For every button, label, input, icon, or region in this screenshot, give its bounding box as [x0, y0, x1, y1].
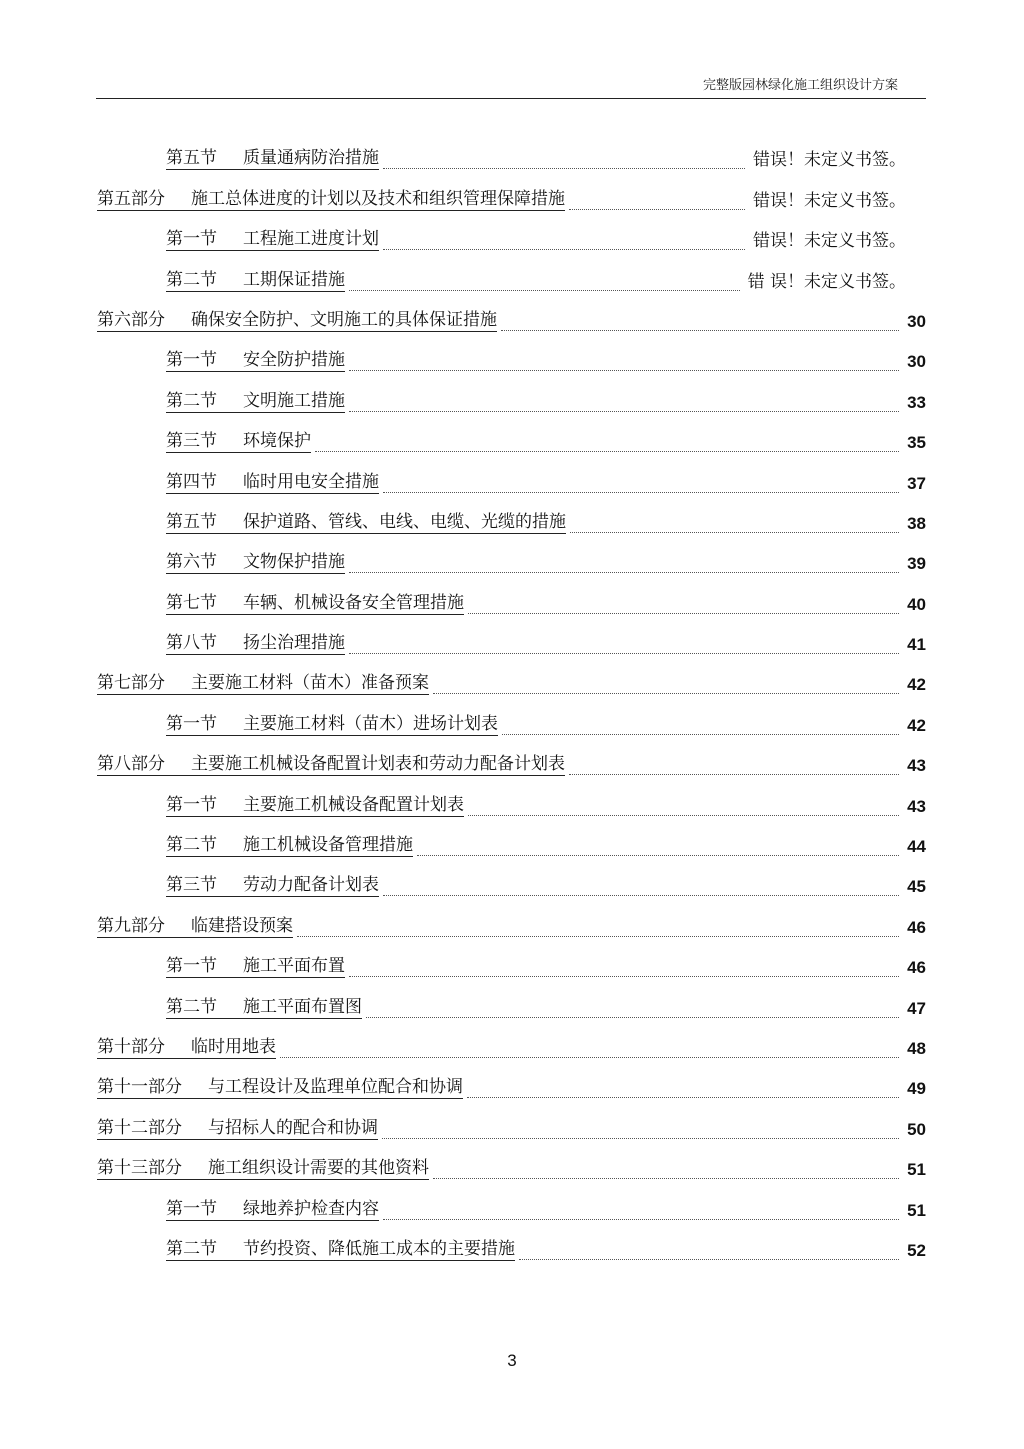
- toc-entry-title: 环境保护: [243, 431, 311, 452]
- toc-entry-title: 文明施工措施: [243, 390, 345, 411]
- toc-entry-link[interactable]: [166, 1194, 379, 1221]
- toc-entry[interactable]: [0, 342, 1024, 382]
- toc-entry[interactable]: [0, 867, 1024, 907]
- toc-leader-dots: [569, 209, 745, 210]
- toc-entry-link[interactable]: [97, 668, 429, 695]
- toc-leader-dots: [297, 936, 899, 937]
- toc-entry-text: [97, 184, 565, 211]
- toc-entry[interactable]: [0, 1109, 1024, 1149]
- toc-entry-number: 第二节: [166, 269, 217, 290]
- toc-leader-dots: [433, 1178, 899, 1179]
- toc-leader-dots: [383, 1219, 899, 1220]
- toc-entry-page: 45: [907, 877, 926, 897]
- toc-entry-title: 施工组织设计需要的其他资料: [208, 1158, 429, 1179]
- toc-entry[interactable]: [0, 221, 1024, 261]
- toc-entry[interactable]: [0, 463, 1024, 503]
- toc-entry[interactable]: [0, 140, 1024, 180]
- toc-entry-text: [166, 790, 464, 817]
- toc-entry-page: 50: [907, 1119, 926, 1139]
- toc-entry-text: [166, 265, 345, 292]
- toc-entry-title: 施工机械设备管理措施: [243, 835, 413, 856]
- toc-entry-number: 第五节: [166, 511, 217, 532]
- toc-entry-text: [97, 1113, 378, 1140]
- toc-entry-number: 第九部分: [97, 915, 165, 936]
- toc-entry-text: [166, 951, 345, 978]
- toc-leader-dots: [501, 330, 899, 331]
- toc-leader-dots: [280, 1057, 899, 1058]
- document-header-title: 完整版园林绿化施工组织设计方案: [702, 78, 898, 93]
- toc-entry-text: [166, 628, 345, 655]
- toc-leader-dots: [569, 774, 899, 775]
- toc-entry-title: 安全防护措施: [243, 350, 345, 371]
- toc-entry-text: [97, 911, 293, 938]
- toc-leader-dots: [433, 693, 899, 694]
- toc-entry-number: 第八部分: [97, 754, 165, 775]
- toc-entry-number: 第五节: [166, 148, 217, 169]
- toc-entry-number: 第三节: [166, 431, 217, 452]
- toc-entry-number: 第八节: [166, 633, 217, 654]
- toc-leader-dots: [383, 249, 745, 250]
- toc-entry-page: 30: [907, 311, 926, 331]
- toc-entry-title: 工程施工进度计划: [243, 229, 379, 250]
- toc-entry-link[interactable]: [97, 1153, 429, 1180]
- toc-entry-text: [97, 749, 565, 776]
- toc-leader-dots: [349, 653, 899, 654]
- toc-entry[interactable]: [0, 1150, 1024, 1190]
- toc-entry-number: 第一节: [166, 794, 217, 815]
- toc-entry-link[interactable]: [166, 628, 345, 655]
- toc-entry-number: 第二节: [166, 835, 217, 856]
- toc-entry-number: 第十三部分: [97, 1158, 182, 1179]
- toc-entry-page: 43: [907, 796, 926, 816]
- toc-entry-error: 错误！未定义书签。: [753, 190, 906, 211]
- toc-leader-dots: [417, 855, 899, 856]
- toc-entry-text: [97, 1072, 463, 1099]
- toc-entry-link[interactable]: [166, 709, 498, 736]
- toc-entry-page: 41: [907, 635, 926, 655]
- toc-entry-number: 第七部分: [97, 673, 165, 694]
- toc-entry-number: 第二节: [166, 390, 217, 411]
- toc-entry-text: [97, 1153, 429, 1180]
- toc-leader-dots: [349, 290, 740, 291]
- toc-leader-dots: [366, 1017, 899, 1018]
- toc-entry[interactable]: [0, 302, 1024, 342]
- toc-entry-text: [166, 386, 345, 413]
- toc-entry-link[interactable]: [97, 184, 565, 211]
- toc-entry-title: 扬尘治理措施: [243, 633, 345, 654]
- toc-entry-page: 51: [907, 1200, 926, 1220]
- toc-entry-text: [166, 467, 379, 494]
- toc-entry[interactable]: [0, 180, 1024, 220]
- toc-entry[interactable]: [0, 382, 1024, 422]
- toc-entry-number: 第五部分: [97, 188, 165, 209]
- toc-entry-page: 49: [907, 1079, 926, 1099]
- toc-entry-text: [166, 992, 362, 1019]
- toc-entry-number: 第一节: [166, 350, 217, 371]
- toc-entry-text: [166, 1234, 515, 1261]
- toc-entry-title: 工期保证措施: [243, 269, 345, 290]
- toc-entry-title: 与工程设计及监理单位配合和协调: [208, 1077, 463, 1098]
- toc-leader-dots: [570, 532, 899, 533]
- toc-entry-link[interactable]: [166, 224, 379, 251]
- toc-entry-title: 临时用地表: [191, 1036, 276, 1057]
- header-rule: [96, 98, 926, 99]
- toc-entry-error: 错误！未定义书签。: [753, 231, 906, 252]
- toc-entry-link[interactable]: [97, 305, 497, 332]
- toc-entry-title: 主要施工材料（苗木）进场计划表: [243, 713, 498, 734]
- toc-entry-page: 47: [907, 998, 926, 1018]
- toc-entry-number: 第十二部分: [97, 1117, 182, 1138]
- toc-entry-page: 37: [907, 473, 926, 493]
- toc-entry-number: 第六节: [166, 552, 217, 573]
- toc-entry-link[interactable]: [166, 790, 464, 817]
- toc-entry-text: [166, 345, 345, 372]
- toc-entry-number: 第十部分: [97, 1036, 165, 1057]
- toc-entry-link[interactable]: [166, 345, 345, 372]
- toc-entry-title: 临建搭设预案: [191, 915, 293, 936]
- toc-entry-page: 42: [907, 675, 926, 695]
- toc-entry-link[interactable]: [97, 1032, 276, 1059]
- toc-entry-link[interactable]: [166, 951, 345, 978]
- toc-entry[interactable]: [0, 705, 1024, 745]
- toc-entry-link[interactable]: [97, 1072, 463, 1099]
- toc-entry-page: 46: [907, 958, 926, 978]
- toc-entry[interactable]: [0, 665, 1024, 705]
- toc-entry-text: [166, 870, 379, 897]
- toc-entry[interactable]: [0, 1231, 1024, 1271]
- toc-entry-link[interactable]: [166, 992, 362, 1019]
- toc-leader-dots: [467, 1097, 899, 1098]
- toc-leader-dots: [349, 370, 899, 371]
- toc-entry[interactable]: [0, 746, 1024, 786]
- toc-entry-number: 第七节: [166, 592, 217, 613]
- toc-entry-page: 46: [907, 917, 926, 937]
- toc-entry-number: 第一节: [166, 956, 217, 977]
- toc-entry-page: 48: [907, 1038, 926, 1058]
- toc-entry-link[interactable]: [166, 1234, 515, 1261]
- toc-entry-number: 第四节: [166, 471, 217, 492]
- toc-leader-dots: [349, 411, 899, 412]
- toc-entry[interactable]: [0, 786, 1024, 826]
- toc-leader-dots: [315, 451, 899, 452]
- toc-entry-error: 错误！未定义书签。: [753, 150, 906, 171]
- toc-leader-dots: [383, 895, 899, 896]
- toc-entry-title: 施工总体进度的计划以及技术和组织管理保障措施: [191, 188, 565, 209]
- toc-entry-text: [166, 709, 498, 736]
- toc-entry[interactable]: [0, 625, 1024, 665]
- toc-entry-text: [166, 507, 566, 534]
- toc-entry-number: 第二节: [166, 1238, 217, 1259]
- toc-entry[interactable]: [0, 261, 1024, 301]
- toc-entry[interactable]: [0, 1069, 1024, 1109]
- toc-entry-title: 主要施工材料（苗木）准备预案: [191, 673, 429, 694]
- toc-entry-title: 施工平面布置: [243, 956, 345, 977]
- toc-entry-title: 保护道路、管线、电线、电缆、光缆的措施: [243, 511, 566, 532]
- toc-entry-title: 主要施工机械设备配置计划表: [243, 794, 464, 815]
- toc-entry[interactable]: [0, 988, 1024, 1028]
- toc-entry-link[interactable]: [97, 911, 293, 938]
- toc-entry-link[interactable]: [166, 143, 379, 170]
- toc-entry-page: 39: [907, 554, 926, 574]
- toc-entry-page: 52: [907, 1240, 926, 1260]
- toc-entry-number: 第三节: [166, 875, 217, 896]
- toc-entry-link[interactable]: [97, 1113, 378, 1140]
- toc-entry[interactable]: [0, 544, 1024, 584]
- toc-entry-text: [166, 426, 311, 453]
- toc-entry-title: 确保安全防护、文明施工的具体保证措施: [191, 309, 497, 330]
- toc-entry-text: [166, 588, 464, 615]
- toc-leader-dots: [468, 815, 899, 816]
- toc-entry-link[interactable]: [166, 870, 379, 897]
- toc-entry-link[interactable]: [166, 547, 345, 574]
- toc-entry-title: 车辆、机械设备安全管理措施: [243, 592, 464, 613]
- toc-entry-number: 第一节: [166, 229, 217, 250]
- table-of-contents: [0, 140, 1024, 1271]
- toc-entry-link[interactable]: [166, 426, 311, 453]
- toc-entry-page: 38: [907, 513, 926, 533]
- toc-leader-dots: [468, 613, 899, 614]
- toc-entry-title: 与招标人的配合和协调: [208, 1117, 378, 1138]
- toc-entry-title: 文物保护措施: [243, 552, 345, 573]
- toc-entry-page: 51: [907, 1160, 926, 1180]
- toc-entry-page: 42: [907, 715, 926, 735]
- toc-entry[interactable]: [0, 827, 1024, 867]
- toc-entry-text: [166, 830, 413, 857]
- toc-entry-link[interactable]: [166, 386, 345, 413]
- toc-leader-dots: [349, 572, 899, 573]
- toc-entry-number: 第一节: [166, 713, 217, 734]
- toc-entry-text: [166, 224, 379, 251]
- toc-entry-title: 质量通病防治措施: [243, 148, 379, 169]
- toc-entry-page: 40: [907, 594, 926, 614]
- toc-entry-number: 第六部分: [97, 309, 165, 330]
- toc-entry[interactable]: [0, 907, 1024, 947]
- toc-entry[interactable]: [0, 1029, 1024, 1069]
- toc-entry[interactable]: [0, 1190, 1024, 1230]
- toc-entry-page: 30: [907, 352, 926, 372]
- toc-entry-text: [166, 547, 345, 574]
- toc-entry[interactable]: [0, 504, 1024, 544]
- toc-entry[interactable]: [0, 423, 1024, 463]
- toc-entry-title: 主要施工机械设备配置计划表和劳动力配备计划表: [191, 754, 565, 775]
- page-number: 3: [507, 1351, 517, 1370]
- toc-leader-dots: [383, 492, 899, 493]
- toc-entry-title: 临时用电安全措施: [243, 471, 379, 492]
- toc-entry-link[interactable]: [166, 265, 345, 292]
- toc-entry-error: 错 误！未定义书签。: [747, 271, 906, 292]
- toc-entry-page: 33: [907, 392, 926, 412]
- toc-entry-text: [97, 1032, 276, 1059]
- toc-entry-text: [97, 305, 497, 332]
- toc-entry-link[interactable]: [166, 467, 379, 494]
- toc-entry-text: [166, 1194, 379, 1221]
- toc-entry-link[interactable]: [166, 830, 413, 857]
- toc-entry-page: 44: [907, 837, 926, 857]
- toc-leader-dots: [519, 1259, 899, 1260]
- toc-entry-page: 43: [907, 756, 926, 776]
- toc-entry-title: 绿地养护检查内容: [243, 1198, 379, 1219]
- toc-entry-link[interactable]: [166, 507, 566, 534]
- toc-entry-number: 第二节: [166, 996, 217, 1017]
- toc-leader-dots: [382, 1138, 899, 1139]
- toc-entry-number: 第一节: [166, 1198, 217, 1219]
- toc-entry-text: [97, 668, 429, 695]
- toc-entry-title: 节约投资、降低施工成本的主要措施: [243, 1238, 515, 1259]
- toc-leader-dots: [502, 734, 899, 735]
- toc-entry-number: 第十一部分: [97, 1077, 182, 1098]
- toc-entry[interactable]: [0, 584, 1024, 624]
- toc-entry-text: [166, 143, 379, 170]
- toc-entry-title: 劳动力配备计划表: [243, 875, 379, 896]
- toc-entry-link[interactable]: [166, 588, 464, 615]
- toc-entry[interactable]: [0, 948, 1024, 988]
- toc-leader-dots: [349, 976, 899, 977]
- toc-leader-dots: [383, 168, 745, 169]
- toc-entry-page: 35: [907, 433, 926, 453]
- toc-entry-link[interactable]: [97, 749, 565, 776]
- toc-entry-title: 施工平面布置图: [243, 996, 362, 1017]
